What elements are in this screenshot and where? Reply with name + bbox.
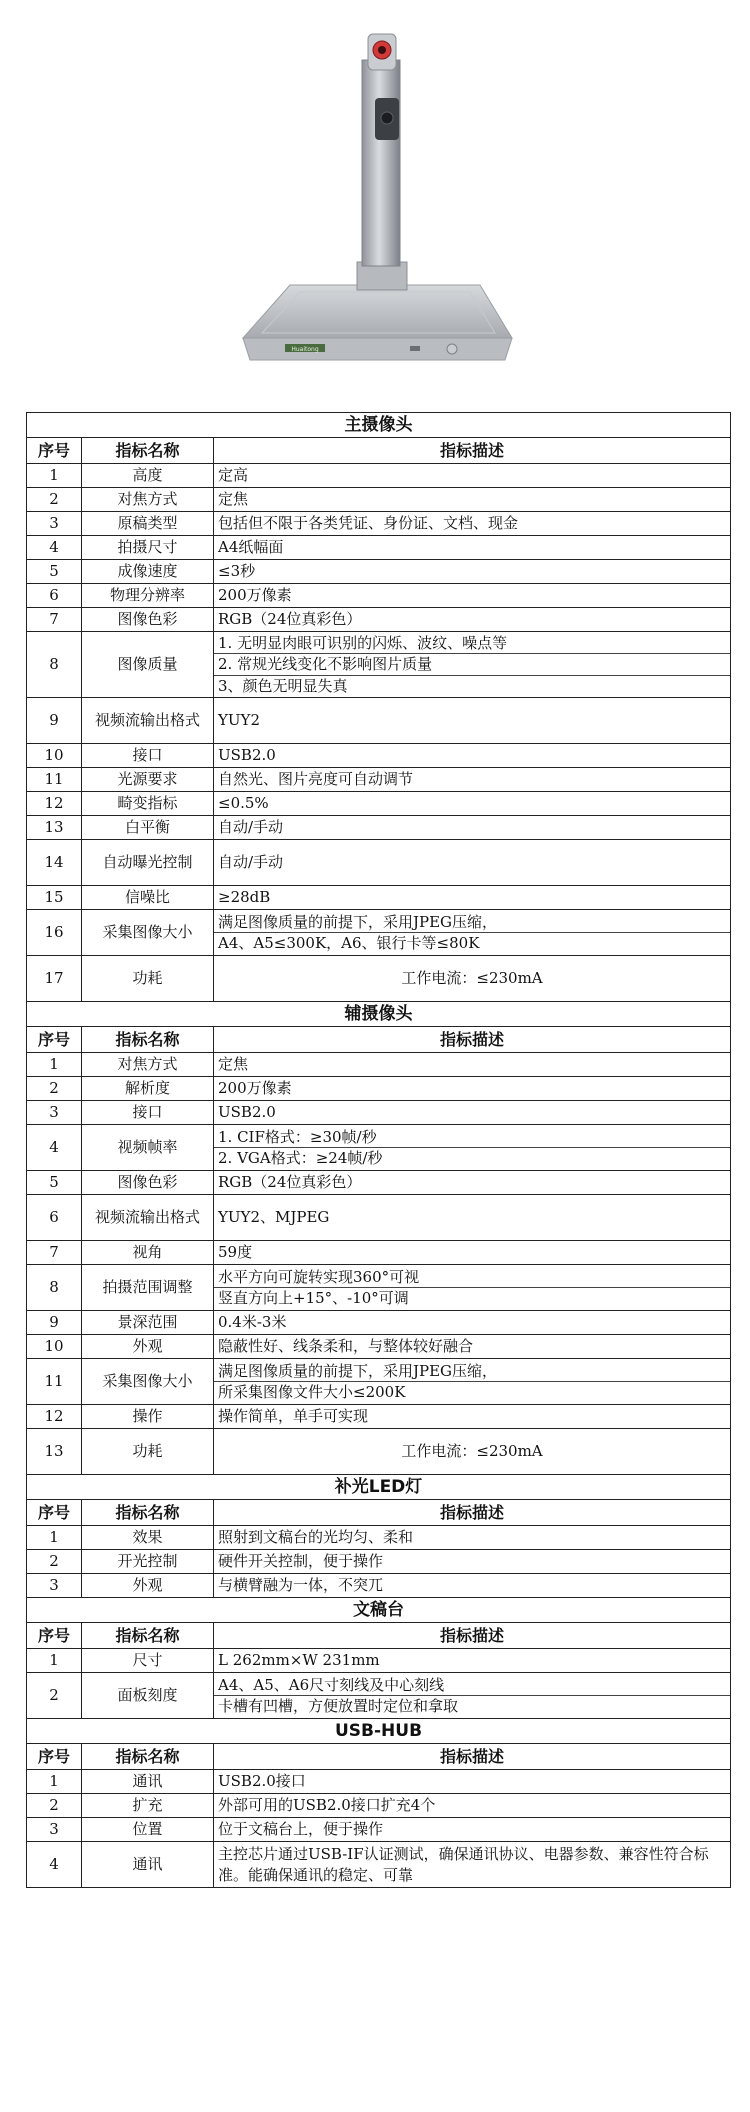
table-row xyxy=(27,1125,731,1171)
row-description xyxy=(214,1574,731,1598)
row-number: 1 xyxy=(27,1053,82,1077)
row-name: 视角 xyxy=(82,1241,214,1265)
description-line: 200万像素 xyxy=(218,1079,292,1098)
row-name: 视频流输出格式 xyxy=(82,1195,214,1241)
column-header-row xyxy=(27,1744,731,1770)
description-line: 1. 无明显肉眼可识别的闪烁、波纹、噪点等 xyxy=(218,634,508,653)
table-row xyxy=(27,512,731,536)
row-description xyxy=(214,1125,731,1171)
spec-table xyxy=(26,412,731,1888)
row-description xyxy=(214,512,731,536)
row-number: 4 xyxy=(27,536,82,560)
description-line: 卡槽有凹槽，方便放置时定位和拿取 xyxy=(214,1695,730,1716)
description-line: 200万像素 xyxy=(218,586,292,605)
row-description xyxy=(214,1794,731,1818)
row-name: 位置 xyxy=(82,1818,214,1842)
row-name: 视频帧率 xyxy=(82,1125,214,1171)
table-row xyxy=(27,840,731,886)
row-number: 2 xyxy=(27,1550,82,1574)
table-row xyxy=(27,1101,731,1125)
row-number: 7 xyxy=(27,608,82,632)
description-line: 定高 xyxy=(218,466,249,485)
header-name: 指标名称 xyxy=(82,1744,214,1770)
row-description xyxy=(214,632,731,698)
row-number: 2 xyxy=(27,488,82,512)
row-description xyxy=(214,1770,731,1794)
row-description xyxy=(214,698,731,744)
row-name: 解析度 xyxy=(82,1077,214,1101)
row-name: 接口 xyxy=(82,744,214,768)
row-description xyxy=(214,840,731,886)
row-name: 开光控制 xyxy=(82,1550,214,1574)
description-line: 2. 常规光线变化不影响图片质量 xyxy=(214,653,730,674)
row-name: 图像色彩 xyxy=(82,608,214,632)
row-description xyxy=(214,1171,731,1195)
column-header-row xyxy=(27,1623,731,1649)
row-name: 外观 xyxy=(82,1335,214,1359)
row-description xyxy=(214,584,731,608)
description-line: 外部可用的USB2.0接口扩充4个 xyxy=(218,1796,436,1815)
row-number: 12 xyxy=(27,1405,82,1429)
row-number: 16 xyxy=(27,910,82,956)
row-number: 7 xyxy=(27,1241,82,1265)
row-description xyxy=(214,1241,731,1265)
row-description xyxy=(214,1101,731,1125)
header-desc: 指标描述 xyxy=(214,1744,731,1770)
row-number: 3 xyxy=(27,1574,82,1598)
description-line: 2. VGA格式：≥24帧/秒 xyxy=(214,1147,730,1168)
table-row xyxy=(27,1171,731,1195)
table-row xyxy=(27,744,731,768)
row-name: 视频流输出格式 xyxy=(82,698,214,744)
description-line: 所采集图像文件大小≤200K xyxy=(214,1381,730,1402)
table-row xyxy=(27,1574,731,1598)
table-row xyxy=(27,1770,731,1794)
table-row xyxy=(27,632,731,698)
row-name: 面板刻度 xyxy=(82,1673,214,1719)
row-number: 1 xyxy=(27,1526,82,1550)
row-number: 11 xyxy=(27,1359,82,1405)
header-no: 序号 xyxy=(27,438,82,464)
header-desc: 指标描述 xyxy=(214,1623,731,1649)
row-name: 拍摄尺寸 xyxy=(82,536,214,560)
description-line: YUY2 xyxy=(218,711,260,730)
table-row xyxy=(27,536,731,560)
description-line: 隐蔽性好、线条柔和，与整体较好融合 xyxy=(218,1337,474,1356)
row-name: 成像速度 xyxy=(82,560,214,584)
row-number: 9 xyxy=(27,698,82,744)
row-description xyxy=(214,488,731,512)
row-number: 1 xyxy=(27,1770,82,1794)
row-description xyxy=(214,1405,731,1429)
description-line: 自然光、图片亮度可自动调节 xyxy=(218,770,414,789)
header-name: 指标名称 xyxy=(82,1500,214,1526)
table-row xyxy=(27,1077,731,1101)
row-name: 通讯 xyxy=(82,1842,214,1888)
table-row xyxy=(27,1794,731,1818)
header-desc: 指标描述 xyxy=(214,1027,731,1053)
table-row xyxy=(27,816,731,840)
description-line: 与横臂融为一体，不突兀 xyxy=(218,1576,384,1595)
table-row xyxy=(27,1265,731,1311)
row-number: 6 xyxy=(27,584,82,608)
description-line: RGB（24位真彩色） xyxy=(218,1173,362,1192)
description-line: L 262mm×W 231mm xyxy=(218,1651,380,1670)
table-row xyxy=(27,1649,731,1673)
table-row xyxy=(27,1359,731,1405)
table-row xyxy=(27,1241,731,1265)
description-line: 定焦 xyxy=(218,1055,249,1074)
description-line: 工作电流：≤230mA xyxy=(401,969,543,988)
description-line: 操作简单，单手可实现 xyxy=(218,1407,369,1426)
description-line: 3、颜色无明显失真 xyxy=(214,675,730,696)
row-number: 11 xyxy=(27,768,82,792)
row-number: 4 xyxy=(27,1842,82,1888)
row-name: 功耗 xyxy=(82,956,214,1002)
row-description xyxy=(214,744,731,768)
row-number: 3 xyxy=(27,512,82,536)
table-row xyxy=(27,464,731,488)
table-row xyxy=(27,1053,731,1077)
description-line: ≤0.5% xyxy=(218,794,269,813)
description-line: 满足图像质量的前提下，采用JPEG压缩， xyxy=(218,1361,498,1380)
table-row xyxy=(27,956,731,1002)
row-description xyxy=(214,1359,731,1405)
description-line: 0.4米-3米 xyxy=(218,1313,287,1332)
table-row xyxy=(27,768,731,792)
header-desc: 指标描述 xyxy=(214,438,731,464)
table-row xyxy=(27,698,731,744)
row-description xyxy=(214,608,731,632)
row-number: 2 xyxy=(27,1794,82,1818)
row-number: 5 xyxy=(27,560,82,584)
row-description xyxy=(214,1335,731,1359)
row-name: 对焦方式 xyxy=(82,1053,214,1077)
row-description xyxy=(214,1673,731,1719)
row-number: 9 xyxy=(27,1311,82,1335)
row-number: 10 xyxy=(27,744,82,768)
table-row xyxy=(27,1405,731,1429)
description-line: YUY2、MJPEG xyxy=(218,1208,330,1227)
column-header-row xyxy=(27,438,731,464)
row-name: 信噪比 xyxy=(82,886,214,910)
description-line: 竖直方向上+15°、-10°可调 xyxy=(214,1287,730,1308)
table-row xyxy=(27,1429,731,1475)
header-name: 指标名称 xyxy=(82,438,214,464)
row-number: 12 xyxy=(27,792,82,816)
row-name: 物理分辨率 xyxy=(82,584,214,608)
section-title-row xyxy=(27,1002,731,1027)
row-name: 白平衡 xyxy=(82,816,214,840)
row-number: 3 xyxy=(27,1101,82,1125)
row-number: 8 xyxy=(27,632,82,698)
description-line: 位于文稿台上，便于操作 xyxy=(218,1820,384,1839)
header-no: 序号 xyxy=(27,1027,82,1053)
header-desc: 指标描述 xyxy=(214,1500,731,1526)
header-name: 指标名称 xyxy=(82,1623,214,1649)
table-row xyxy=(27,488,731,512)
section-title: 主摄像头 xyxy=(27,413,731,438)
row-name: 效果 xyxy=(82,1526,214,1550)
product-photo xyxy=(0,0,750,400)
description-line: A4、A5≤300K，A6、银行卡等≤80K xyxy=(214,932,730,953)
header-name: 指标名称 xyxy=(82,1027,214,1053)
description-line: 自动/手动 xyxy=(218,853,284,872)
row-name: 畸变指标 xyxy=(82,792,214,816)
row-number: 8 xyxy=(27,1265,82,1311)
row-name: 尺寸 xyxy=(82,1649,214,1673)
section-title: 文稿台 xyxy=(27,1598,731,1623)
description-line: 照射到文稿台的光均匀、柔和 xyxy=(218,1528,414,1547)
table-row xyxy=(27,1335,731,1359)
row-name: 外观 xyxy=(82,1574,214,1598)
table-row xyxy=(27,608,731,632)
table-row xyxy=(27,1550,731,1574)
row-name: 通讯 xyxy=(82,1770,214,1794)
row-description xyxy=(214,1550,731,1574)
description-line: 包括但不限于各类凭证、身份证、文档、现金 xyxy=(218,514,519,533)
table-row xyxy=(27,1195,731,1241)
brand-plate-text: Huaitong xyxy=(291,346,319,353)
row-number: 1 xyxy=(27,464,82,488)
header-no: 序号 xyxy=(27,1500,82,1526)
row-name: 扩充 xyxy=(82,1794,214,1818)
description-line: 59度 xyxy=(218,1243,253,1262)
section-title-row xyxy=(27,1475,731,1500)
row-name: 功耗 xyxy=(82,1429,214,1475)
row-name: 光源要求 xyxy=(82,768,214,792)
row-number: 5 xyxy=(27,1171,82,1195)
description-line: ≤3秒 xyxy=(218,562,256,581)
row-name: 采集图像大小 xyxy=(82,1359,214,1405)
header-no: 序号 xyxy=(27,1623,82,1649)
description-line: ≥28dB xyxy=(218,888,271,907)
row-description xyxy=(214,1649,731,1673)
row-description xyxy=(214,768,731,792)
row-number: 14 xyxy=(27,840,82,886)
row-description xyxy=(214,1311,731,1335)
row-number: 13 xyxy=(27,816,82,840)
row-number: 13 xyxy=(27,1429,82,1475)
row-name: 图像质量 xyxy=(82,632,214,698)
table-row xyxy=(27,792,731,816)
row-number: 17 xyxy=(27,956,82,1002)
description-line: USB2.0 xyxy=(218,746,276,765)
row-number: 6 xyxy=(27,1195,82,1241)
description-line: 满足图像质量的前提下，采用JPEG压缩， xyxy=(218,912,498,931)
description-line: 1. CIF格式：≥30帧/秒 xyxy=(218,1127,377,1146)
row-description xyxy=(214,1077,731,1101)
table-row xyxy=(27,886,731,910)
column-header-row xyxy=(27,1500,731,1526)
row-description xyxy=(214,464,731,488)
section-title: 辅摄像头 xyxy=(27,1002,731,1027)
row-description xyxy=(214,910,731,956)
row-name: 图像色彩 xyxy=(82,1171,214,1195)
row-number: 2 xyxy=(27,1673,82,1719)
row-number: 2 xyxy=(27,1077,82,1101)
row-name: 对焦方式 xyxy=(82,488,214,512)
description-line: A4纸幅面 xyxy=(218,538,284,557)
description-line: A4、A5、A6尺寸刻线及中心刻线 xyxy=(218,1675,445,1694)
table-row xyxy=(27,1673,731,1719)
row-name: 原稿类型 xyxy=(82,512,214,536)
table-row xyxy=(27,1842,731,1888)
section-title-row xyxy=(27,1719,731,1744)
row-number: 3 xyxy=(27,1818,82,1842)
description-line: 自动/手动 xyxy=(218,818,284,837)
row-name: 自动曝光控制 xyxy=(82,840,214,886)
row-description xyxy=(214,956,731,1002)
section-title-row xyxy=(27,1598,731,1623)
description-line: USB2.0接口 xyxy=(218,1772,306,1791)
row-description xyxy=(214,792,731,816)
section-title-row xyxy=(27,413,731,438)
description-line: 工作电流：≤230mA xyxy=(401,1442,543,1461)
table-row xyxy=(27,1526,731,1550)
section-title: USB-HUB xyxy=(27,1719,731,1744)
table-row xyxy=(27,1311,731,1335)
row-description xyxy=(214,886,731,910)
row-name: 高度 xyxy=(82,464,214,488)
table-row xyxy=(27,584,731,608)
row-description xyxy=(214,816,731,840)
row-description xyxy=(214,560,731,584)
table-row xyxy=(27,910,731,956)
row-description xyxy=(214,1195,731,1241)
row-description xyxy=(214,1053,731,1077)
row-name: 景深范围 xyxy=(82,1311,214,1335)
description-line: USB2.0 xyxy=(218,1103,276,1122)
row-name: 操作 xyxy=(82,1405,214,1429)
row-description xyxy=(214,1842,731,1888)
table-row xyxy=(27,560,731,584)
table-row xyxy=(27,1818,731,1842)
row-description xyxy=(214,1429,731,1475)
row-number: 10 xyxy=(27,1335,82,1359)
section-title: 补光LED灯 xyxy=(27,1475,731,1500)
column-header-row xyxy=(27,1027,731,1053)
row-description xyxy=(214,536,731,560)
description-line: 水平方向可旋转实现360°可视 xyxy=(218,1267,420,1286)
row-number: 4 xyxy=(27,1125,82,1171)
row-name: 拍摄范围调整 xyxy=(82,1265,214,1311)
row-number: 1 xyxy=(27,1649,82,1673)
description-line: 硬件开关控制，便于操作 xyxy=(218,1552,384,1571)
row-name: 接口 xyxy=(82,1101,214,1125)
description-line: RGB（24位真彩色） xyxy=(218,610,362,629)
row-description xyxy=(214,1265,731,1311)
row-number: 15 xyxy=(27,886,82,910)
header-no: 序号 xyxy=(27,1744,82,1770)
description-line: 定焦 xyxy=(218,490,249,509)
description-line: 主控芯片通过USB-IF认证测试，确保通讯协议、电器参数、兼容性符合标准。能确保通讯的稳定、可靠 xyxy=(218,1845,709,1884)
row-name: 采集图像大小 xyxy=(82,910,214,956)
row-description xyxy=(214,1526,731,1550)
row-description xyxy=(214,1818,731,1842)
